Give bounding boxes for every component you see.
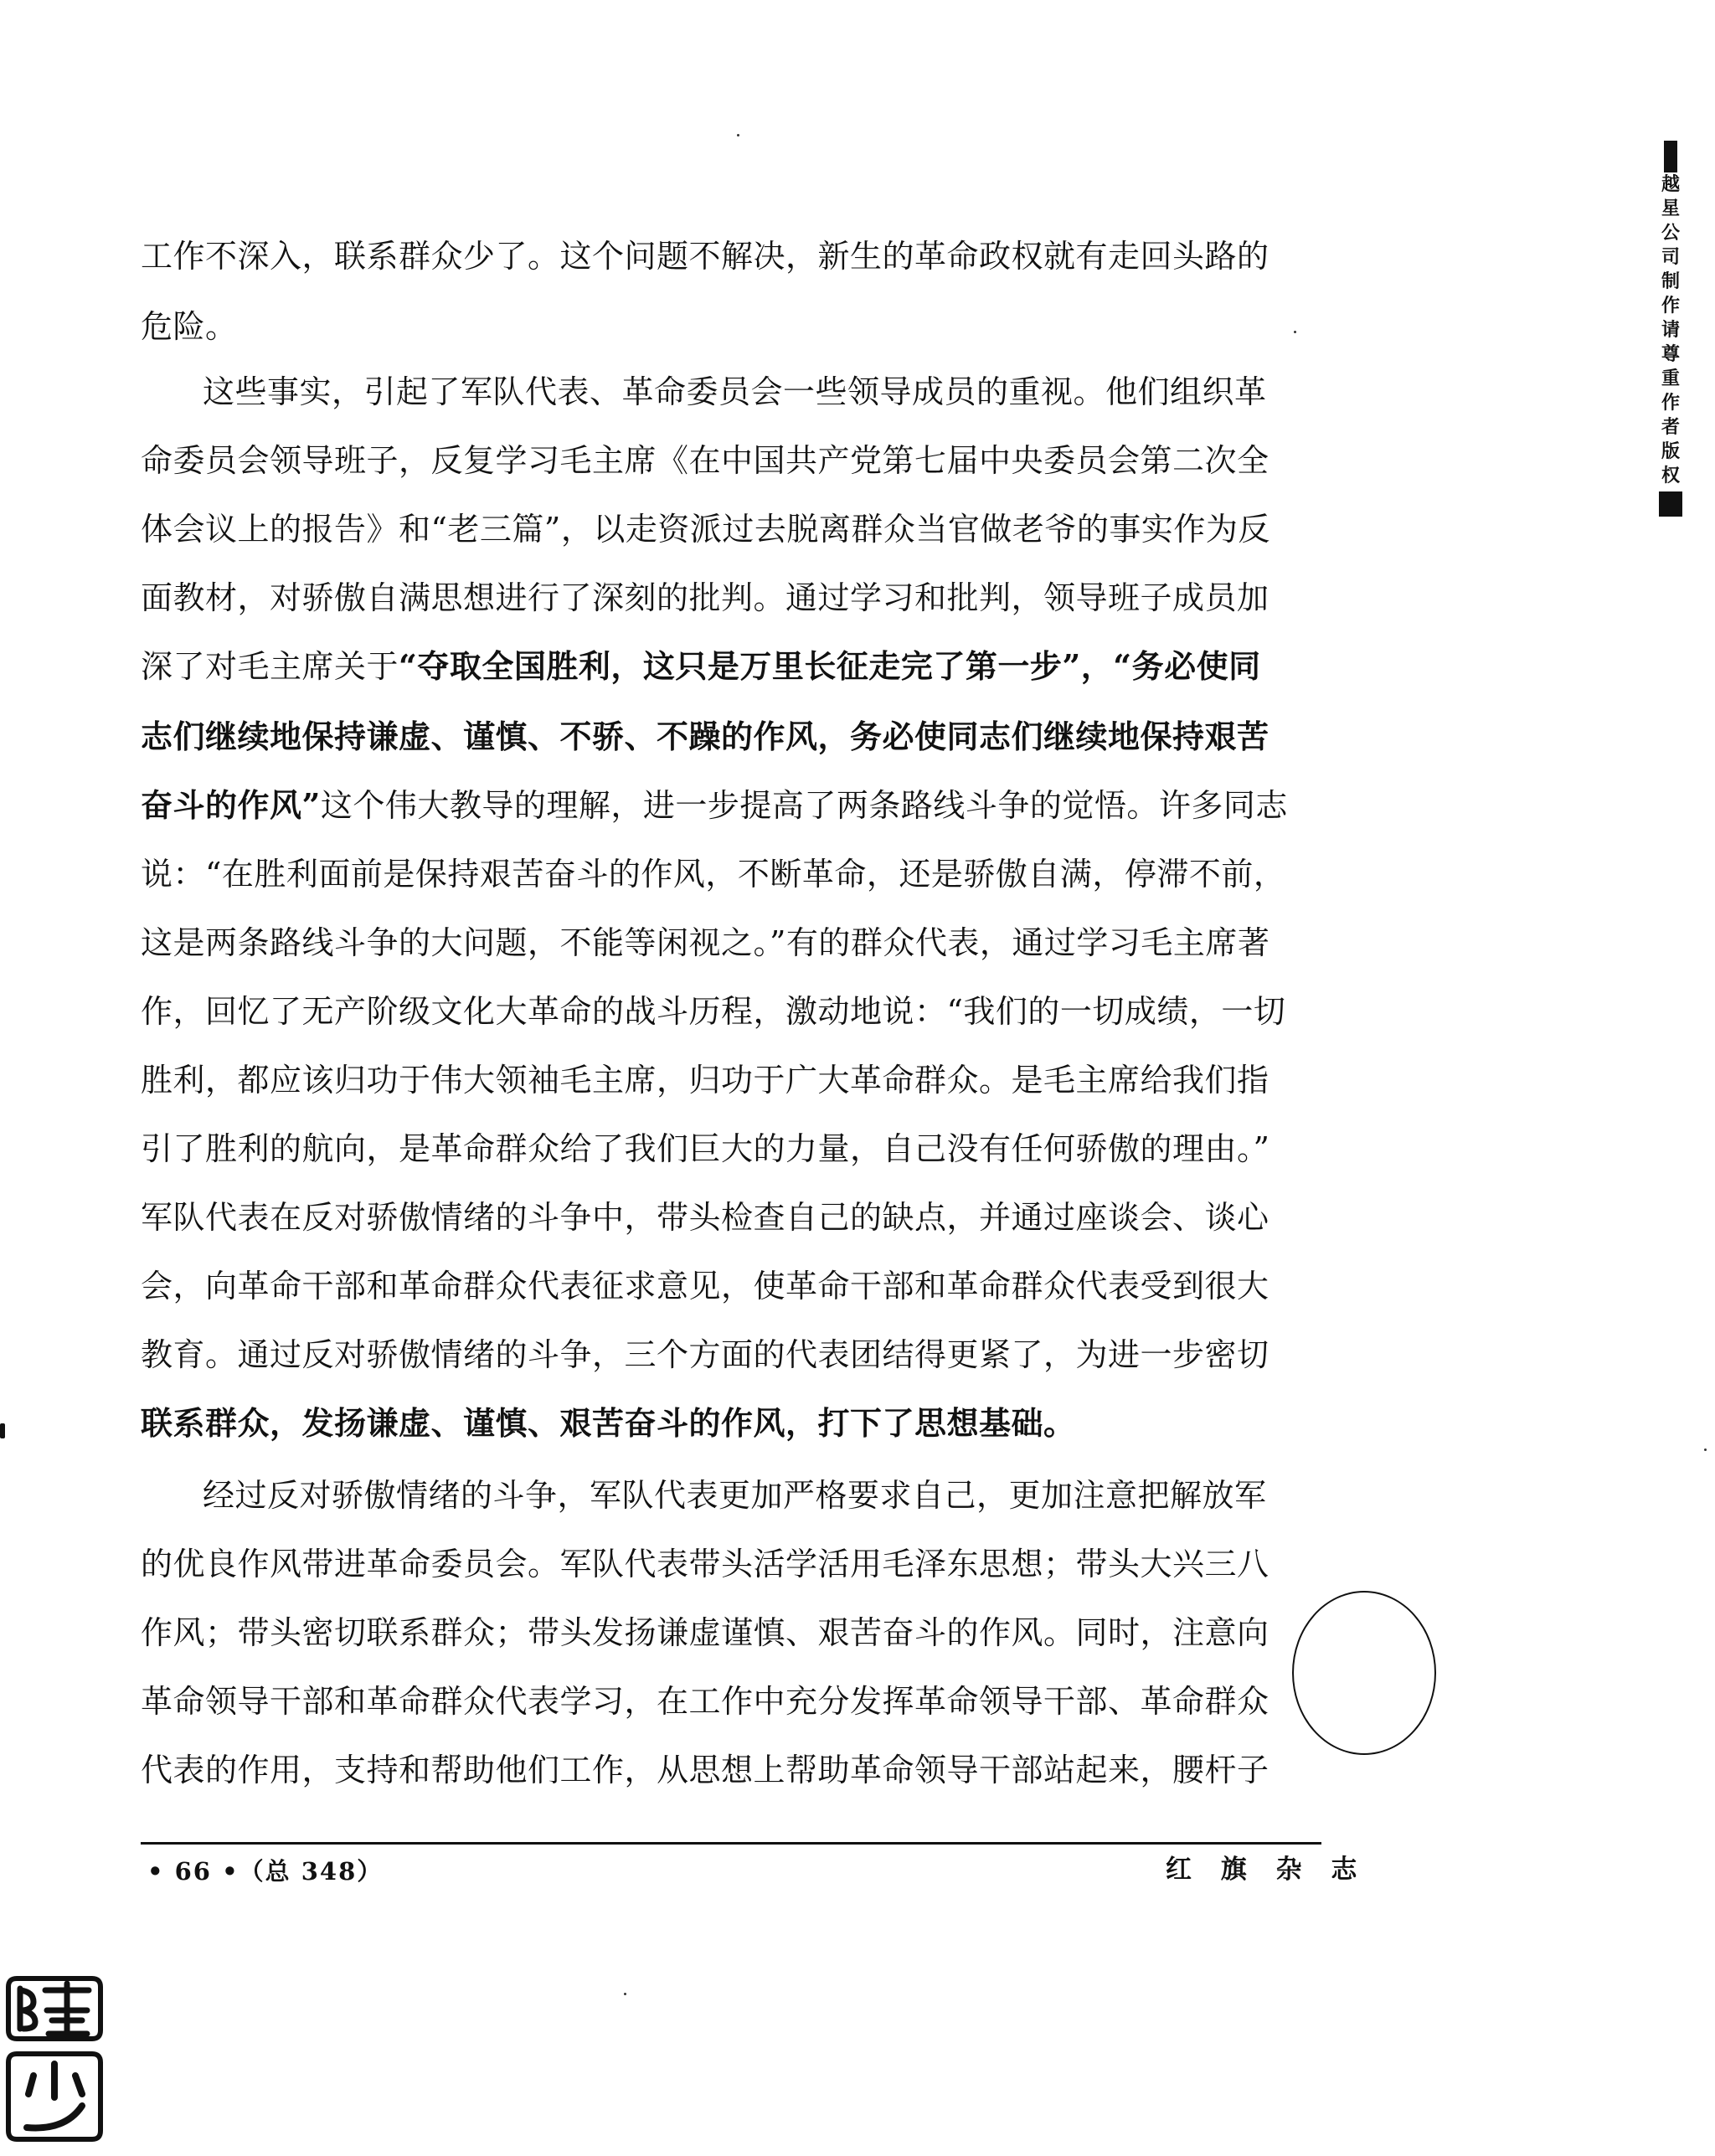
watermark-char: 越: [1661, 174, 1680, 195]
line-text: 说：“在胜利面前是保持艰苦奋斗的作风，不断革命，还是骄傲自满，停滞不前，: [141, 856, 1286, 893]
body-line: [141, 303, 1317, 350]
line-text: 军队代表在反对骄傲情绪的斗争中，带头检查自己的缺点，并通过座谈会、谈心: [141, 1199, 1270, 1236]
watermark-char: 重: [1661, 368, 1680, 389]
line-text: 作风；带头密切联系群众；带头发扬谦虚谨慎、艰苦奋斗的作风。同时，注意向: [141, 1614, 1270, 1651]
watermark-char: 者: [1661, 417, 1680, 438]
line-text: 革命领导干部和革命群众代表学习，在工作中充分发挥革命领导干部、革命群众: [141, 1683, 1270, 1720]
line-text: 工作不深入，联系群众少了。这个问题不解决，新生的革命政权就有走回头路的: [141, 238, 1270, 275]
watermark-bar-bottom: [1659, 491, 1682, 517]
line-text: 的优良作风带进革命委员会。军队代表带头活学活用毛泽东思想；带头大兴三八: [141, 1546, 1270, 1582]
line-text: 体会议上的报告》和“老三篇”，以走资派过去脱离群众当官做老爷的事实作为反: [141, 511, 1270, 548]
line-text: 引了胜利的航向，是革命群众给了我们巨大的力量，自己没有任何骄傲的理由。”: [141, 1130, 1270, 1167]
line-text: 联系群众，发扬谦虚、谨慎、艰苦奋斗的作风，打下了思想基础。: [141, 1404, 1076, 1442]
watermark-char: 公: [1661, 223, 1680, 244]
scan-speck: [624, 1993, 626, 1995]
body-line: [141, 1125, 1317, 1172]
publication-name: 红 旗 杂 志: [1166, 1855, 1367, 1885]
watermark-char: 尊: [1661, 344, 1680, 365]
body-line: [141, 988, 1317, 1035]
body-line: [141, 643, 1317, 690]
body-line: [141, 574, 1317, 621]
body-line: [141, 1194, 1317, 1241]
line-text: 这是两条路线斗争的大问题，不能等闲视之。”有的群众代表，通过学习毛主席著: [141, 924, 1270, 961]
body-line: [141, 1609, 1317, 1656]
line-text: 代表的作用，支持和帮助他们工作，从思想上帮助革命领导干部站起来，腰杆子: [141, 1752, 1270, 1788]
body-line: [141, 233, 1317, 280]
emphasized-quote: 奋斗的作风”: [141, 786, 321, 824]
body-line: [141, 919, 1317, 966]
line-text: 经过反对骄傲情绪的斗争，军队代表更加严格要求自己，更加注意把解放军: [203, 1477, 1267, 1514]
watermark-char: 请: [1661, 320, 1680, 341]
body-line: [141, 1747, 1317, 1793]
line-text: 胜利，都应该归功于伟大领袖毛主席，归功于广大革命群众。是毛主席给我们指: [141, 1062, 1270, 1099]
emphasized-quote: 志们继续地保持谦虚、谨慎、不骄、不躁的作风，务必使同志们继续地保持艰苦: [141, 718, 1270, 755]
footer-rule: [141, 1842, 1321, 1845]
body-line: [141, 1400, 1317, 1447]
body-line: [203, 1472, 1317, 1519]
watermark-char: 制: [1661, 271, 1680, 292]
watermark-char: 星: [1661, 198, 1680, 219]
circle-mark: [1292, 1591, 1436, 1755]
line-text: 会，向革命干部和革命群众代表征求意见，使革命干部和革命群众代表受到很大: [141, 1268, 1270, 1304]
scan-speck: [0, 1423, 5, 1438]
scan-speck: [737, 134, 739, 136]
scan-speck: [1294, 331, 1296, 333]
line-text: 作，回忆了无产阶级文化大革命的战斗历程，激动地说：“我们的一切成绩，一切: [141, 993, 1286, 1030]
body-line: [141, 1263, 1317, 1310]
body-line: [141, 713, 1317, 760]
line-text: 这个伟大教导的理解，进一步提高了两条路线斗争的觉悟。许多同志: [320, 787, 1288, 824]
body-line: [141, 851, 1317, 898]
body-line: [141, 1678, 1317, 1725]
emphasized-quote: “夺取全国胜利，这只是万里长征走完了第一步”，“务必使同: [399, 647, 1261, 685]
line-text: 深了对毛主席关于: [141, 648, 399, 685]
watermark-text: [1661, 172, 1680, 488]
seal-stamp: [5, 1972, 104, 2143]
watermark-char: 作: [1661, 296, 1680, 316]
line-text: 危险。: [141, 308, 238, 345]
body-line: [203, 368, 1317, 415]
watermark-char: 版: [1661, 441, 1680, 462]
body-line: [141, 437, 1317, 484]
page-number: • 66 •（总 348）: [147, 1857, 384, 1886]
side-watermark: [1658, 141, 1683, 517]
body-line: [141, 782, 1317, 829]
body-line: [141, 1331, 1317, 1378]
line-text: 这些事实，引起了军队代表、革命委员会一些领导成员的重视。他们组织革: [203, 373, 1267, 410]
body-line: [141, 506, 1317, 553]
watermark-bar-top: [1664, 141, 1677, 172]
watermark-char: 司: [1661, 247, 1680, 268]
line-text: 命委员会领导班子，反复学习毛主席《在中国共产党第七届中央委员会第二次全: [141, 442, 1270, 479]
line-text: 面教材，对骄傲自满思想进行了深刻的批判。通过学习和批判，领导班子成员加: [141, 579, 1270, 616]
watermark-char: 权: [1661, 466, 1680, 486]
body-line: [141, 1057, 1317, 1104]
watermark-char: 作: [1661, 393, 1680, 414]
line-text: 教育。通过反对骄傲情绪的斗争，三个方面的代表团结得更紧了，为进一步密切: [141, 1336, 1270, 1373]
body-line: [141, 1541, 1317, 1587]
scan-speck: [1704, 1448, 1707, 1451]
